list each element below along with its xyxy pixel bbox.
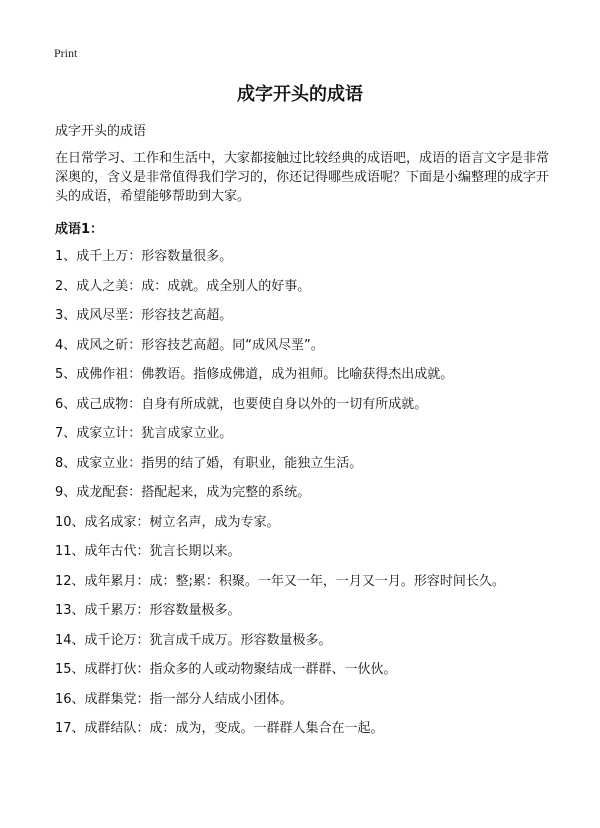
section-heading: 成语1： — [55, 222, 104, 237]
idiom-item: 4、成风之斫：形容技艺高超。同“成风尽垩”。 — [55, 337, 324, 353]
idiom-item: 8、成家立业：指男的结了婚，有职业，能独立生活。 — [55, 455, 363, 471]
idiom-item: 2、成人之美：成：成就。成全别人的好事。 — [55, 278, 311, 294]
idiom-item: 10、成名成家：树立名声，成为专家。 — [55, 514, 280, 530]
idiom-item: 7、成家立计：犹言成家立业。 — [55, 426, 233, 441]
idiom-item: 16、成群集党：指一部分人结成小团体。 — [55, 691, 293, 707]
page-subtitle: 成字开头的成语 — [55, 124, 147, 139]
idiom-item: 12、成年累月：成：整;累：积聚。一年又一年，一月又一月。形容时间长久。 — [55, 573, 505, 589]
idiom-item: 9、成龙配套：搭配起来，成为完整的系统。 — [55, 485, 311, 500]
idiom-item: 14、成千论万：犹言成千成万。形容数量极多。 — [55, 632, 332, 648]
page-title: 成字开头的成语 — [237, 84, 363, 105]
idiom-item: 13、成千累万：形容数量极多。 — [55, 603, 241, 618]
intro-paragraph: 在日常学习、工作和生活中，大家都接触过比较经典的成语吧，成语的语言文字是非常深奥的，含义是非常值得我们学习的，你还记得哪些成语呢？下面是小编整理的成字开头的成语，希望能够帮助到大家。 — [55, 151, 550, 204]
idiom-item: 3、成风尽垩：形容技艺高超。 — [55, 308, 233, 323]
idiom-item: 6、成己成物：自身有所成就，也要使自身以外的一切有所成就。 — [55, 396, 428, 412]
idiom-item: 17、成群结队：成：成为，变成。一群群人集合在一起。 — [55, 721, 384, 736]
print-link[interactable]: Print — [54, 46, 78, 60]
idiom-list — [55, 248, 575, 750]
idiom-item: 5、成佛作祖：佛教语。指修成佛道，成为祖师。比喻获得杰出成就。 — [55, 367, 454, 382]
idiom-item: 11、成年古代：犹言长期以来。 — [55, 544, 241, 559]
idiom-item: 1、成千上万：形容数量很多。 — [55, 249, 233, 264]
idiom-item: 15、成群打伙：指众多的人或动物聚结成一群群、一伙伙。 — [55, 662, 397, 677]
